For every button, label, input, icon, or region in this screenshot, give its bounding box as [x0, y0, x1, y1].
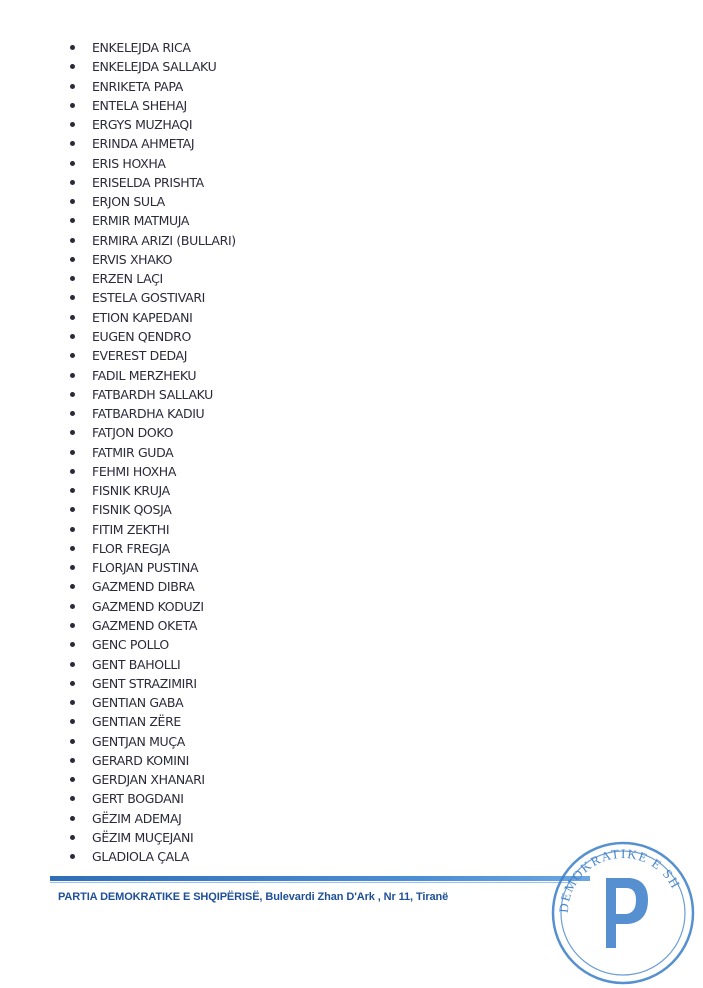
bullet-icon: [70, 546, 75, 551]
list-item: [68, 308, 236, 327]
bullet-icon: [70, 257, 75, 262]
bullet-icon: [70, 835, 75, 840]
member-name: ERIS HOXHA: [92, 155, 166, 171]
list-item: [68, 346, 236, 365]
list-item: [68, 443, 236, 462]
list-item: [68, 597, 236, 616]
bullet-icon: [70, 103, 75, 108]
bullet-icon: [70, 180, 75, 185]
bullet-icon: [70, 141, 75, 146]
list-item: [68, 192, 236, 211]
member-name: GËZIM MUÇEJANI: [92, 829, 194, 845]
member-name: ERMIRA ARIZI (BULLARI): [92, 232, 236, 248]
member-name: GENTJAN MUÇA: [92, 733, 185, 749]
bullet-icon: [70, 623, 75, 628]
bullet-icon: [70, 604, 75, 609]
bullet-icon: [70, 584, 75, 589]
member-name: FATMIR GUDA: [92, 444, 174, 460]
member-name: ERISELDA PRISHTA: [92, 174, 204, 190]
bullet-icon: [70, 353, 75, 358]
member-name: GAZMEND KODUZI: [92, 598, 204, 614]
list-item: [68, 134, 236, 153]
bullet-icon: [70, 527, 75, 532]
member-name: ERJON SULA: [92, 194, 165, 210]
list-item: [68, 250, 236, 269]
member-name: FISNIK KRUJA: [92, 483, 170, 499]
bullet-icon: [70, 450, 75, 455]
member-name: GERARD KOMINI: [92, 752, 189, 768]
member-name: ENRIKETA PAPA: [92, 78, 183, 94]
bullet-icon: [70, 295, 75, 300]
stamp-emblem: [606, 878, 648, 948]
bullet-icon: [70, 816, 75, 821]
list-item: [68, 500, 236, 519]
bullet-icon: [70, 334, 75, 339]
bullet-icon: [70, 488, 75, 493]
bullet-icon: [70, 161, 75, 166]
member-name: GËZIM ADEMAJ: [92, 810, 182, 826]
list-item: [68, 385, 236, 404]
bullet-icon: [70, 777, 75, 782]
bullet-icon: [70, 199, 75, 204]
list-item: [68, 462, 236, 481]
member-name: ERINDA AHMETAJ: [92, 136, 195, 152]
member-name: ENKELEJDA RICA: [92, 40, 191, 55]
list-item: [68, 38, 236, 57]
bullet-icon: [70, 373, 75, 378]
list-item: [68, 616, 236, 635]
member-name: GENTIAN GABA: [92, 695, 184, 711]
bullet-icon: [70, 122, 75, 127]
list-item: [68, 423, 236, 442]
list-item: [68, 539, 236, 558]
member-name: GAZMEND OKETA: [92, 617, 198, 633]
bullet-icon: [70, 739, 75, 744]
member-name: GENT STRAZIMIRI: [92, 675, 197, 691]
list-item: [68, 366, 236, 385]
list-item: [68, 712, 236, 731]
bullet-icon: [70, 507, 75, 512]
list-item: [68, 57, 236, 76]
member-name: FISNIK QOSJA: [92, 502, 172, 518]
bullet-icon: [70, 642, 75, 647]
bullet-icon: [70, 276, 75, 281]
bullet-icon: [70, 45, 75, 50]
bullet-icon: [70, 469, 75, 474]
footer-divider-thin: [50, 882, 570, 883]
list-item: [68, 847, 236, 866]
bullet-icon: [70, 238, 75, 243]
bullet-icon: [70, 854, 75, 859]
stamp-text: DEMOKRATIKE E SH: [555, 845, 684, 914]
bullet-icon: [70, 392, 75, 397]
list-item: [68, 173, 236, 192]
list-item: [68, 96, 236, 115]
member-name: FATBARDH SALLAKU: [92, 386, 213, 402]
member-name: ERZEN LAÇI: [92, 271, 163, 287]
member-name: ERGYS MUZHAQI: [92, 117, 193, 133]
bullet-icon: [70, 758, 75, 763]
list-item: [68, 655, 236, 674]
list-item: [68, 288, 236, 307]
member-name: GERT BOGDANI: [92, 791, 184, 807]
list-item: [68, 828, 236, 847]
list-item: [68, 211, 236, 230]
list-item: [68, 520, 236, 539]
list-item: [68, 154, 236, 173]
footer-address: PARTIA DEMOKRATIKE E SHQIPËRISË, Bulevardi Zhan D'Ark , Nr 11, Tiranë: [58, 891, 449, 903]
bullet-icon: [70, 681, 75, 686]
member-name: GLADIOLA ÇALA: [92, 849, 189, 865]
list-item: [68, 635, 236, 654]
member-name: FEHMI HOXHA: [92, 463, 177, 479]
member-name: GENTIAN ZËRE: [92, 714, 181, 730]
member-name: ESTELA GOSTIVARI: [92, 290, 205, 306]
member-name: GAZMEND DIBRA: [92, 579, 195, 595]
member-name: GENT BAHOLLI: [92, 656, 181, 672]
list-item: [68, 732, 236, 751]
list-item: [68, 693, 236, 712]
member-name-list: [68, 38, 236, 866]
list-item: [68, 577, 236, 596]
bullet-icon: [70, 719, 75, 724]
bullet-icon: [70, 315, 75, 320]
list-item: [68, 674, 236, 693]
member-name: ETION KAPEDANI: [92, 309, 193, 325]
list-item: [68, 789, 236, 808]
member-name: ERMIR MATMUJA: [92, 213, 190, 229]
list-item: [68, 770, 236, 789]
member-name: ENKELEJDA SALLAKU: [92, 59, 217, 75]
member-name: EUGEN QENDRO: [92, 328, 191, 344]
list-item: [68, 809, 236, 828]
member-name: ERVIS XHAKO: [92, 251, 173, 267]
bullet-icon: [70, 430, 75, 435]
member-name: ENTELA SHEHAJ: [92, 97, 187, 113]
bullet-icon: [70, 700, 75, 705]
bullet-icon: [70, 64, 75, 69]
bullet-icon: [70, 565, 75, 570]
list-item: [68, 481, 236, 500]
bullet-icon: [70, 411, 75, 416]
list-item: [68, 751, 236, 770]
member-name: FADIL MERZHEKU: [92, 367, 197, 383]
list-item: [68, 558, 236, 577]
list-item: [68, 77, 236, 96]
member-name: FITIM ZEKTHI: [92, 521, 170, 537]
member-name: GENC POLLO: [92, 637, 169, 653]
member-name: EVEREST DEDAJ: [92, 348, 188, 364]
list-item: [68, 115, 236, 134]
bullet-icon: [70, 84, 75, 89]
list-item: [68, 231, 236, 250]
list-item: [68, 269, 236, 288]
member-name: FLORJAN PUSTINA: [92, 560, 199, 576]
member-name: FLOR FREGJA: [92, 540, 170, 556]
bullet-icon: [70, 662, 75, 667]
party-stamp: [548, 838, 698, 988]
list-item: [68, 327, 236, 346]
footer-divider: [50, 876, 590, 881]
member-name: FATBARDHA KADIU: [92, 406, 205, 422]
member-name: FATJON DOKO: [92, 425, 174, 441]
bullet-icon: [70, 218, 75, 223]
bullet-icon: [70, 796, 75, 801]
list-item: [68, 404, 236, 423]
member-name: GERDJAN XHANARI: [92, 772, 205, 788]
